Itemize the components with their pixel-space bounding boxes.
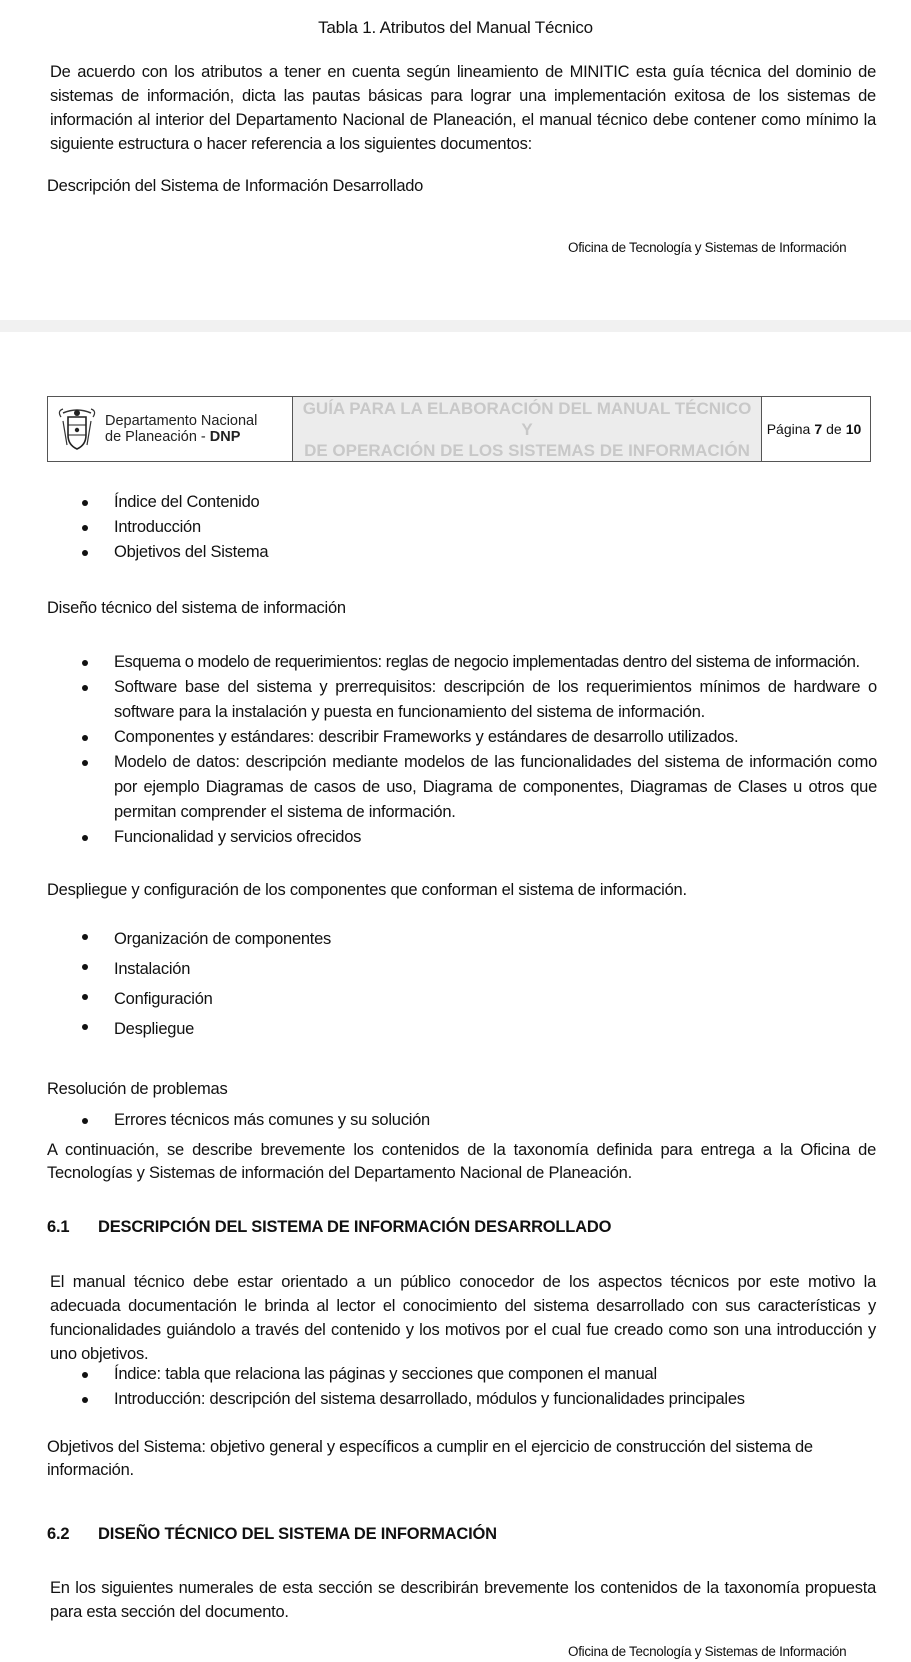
section-title: DISEÑO TÉCNICO DEL SISTEMA DE INFORMACIÓN (98, 1525, 497, 1543)
list-item: Instalación (47, 954, 877, 984)
list-item: Índice del Contenido (47, 490, 877, 515)
page-separator (0, 320, 911, 332)
institution-name (105, 413, 257, 445)
document-title-line2: DE OPERACIÓN DE LOS SISTEMAS DE INFORMACIÓN (304, 440, 750, 460)
page-number (762, 397, 870, 461)
section-label-description: Descripción del Sistema de Información Desarrollado (47, 177, 424, 195)
list-item: Introducción: descripción del sistema desarrollado, módulos y funcionalidades principales (47, 1387, 877, 1412)
document-title-line1: GUÍA PARA LA ELABORACIÓN DEL MANUAL TÉCNICO Y (302, 398, 752, 439)
list-item: Índice: tabla que relaciona las páginas y secciones que componen el manual (47, 1362, 877, 1387)
header-logo-cell (48, 397, 293, 461)
list-item: Objetivos del Sistema (47, 540, 877, 565)
list-item: Introducción (47, 515, 877, 540)
table-caption: Tabla 1. Atributos del Manual Técnico (318, 18, 593, 37)
section-heading-6-1 (47, 1218, 611, 1237)
page-current: 7 (814, 421, 823, 437)
institution-name-line1: Departamento Nacional (105, 413, 258, 429)
list-item: Configuración (47, 984, 877, 1014)
bottom-page-footer: Oficina de Tecnología y Sistemas de Información (568, 1644, 847, 1659)
section-heading-6-2 (47, 1525, 497, 1544)
page-prefix: Página (766, 421, 811, 437)
bullet-list-deploy (47, 924, 877, 1044)
page-total: 10 (845, 421, 862, 437)
list-item: Errores técnicos más comunes y su solución (47, 1108, 877, 1133)
objectives-paragraph: Objetivos del Sistema: objetivo general y específicos a cumplir en el ejercicio de construcción del sistema de información. (47, 1438, 813, 1479)
document-header (47, 396, 871, 462)
bullet-list-description (47, 1362, 877, 1412)
list-item: Funcionalidad y servicios ofrecidos (47, 825, 877, 850)
section-number: 6.2 (47, 1525, 70, 1543)
list-item: Organización de componentes (47, 924, 877, 954)
section-6-1-paragraph: El manual técnico debe estar orientado a un público conocedor de los aspectos técnicos por este motivo la adecuada documentación le brinda al lector el conocimiento del sistema desarrollado con sus características y funcionalidades guiándolo a través del contenido y los motivos por el cual fue creado como son una introducción y uno objetivos. (50, 1273, 876, 1363)
section-number: 6.1 (47, 1218, 70, 1236)
previous-page-fragment (0, 0, 911, 320)
list-item: Componentes y estándares: describir Frameworks y estándares de desarrollo utilizados. (47, 725, 877, 750)
page-of: de (826, 421, 842, 437)
intro-paragraph: De acuerdo con los atributos a tener en cuenta según lineamiento de MINITIC esta guía técnica del dominio de sistemas de información, dicta las pautas básicas para lograr una implementación exitosa de los sistemas de información al interior del Departamento Nacional de Planeación, el manual técnico debe contener como mínimo la siguiente estructura o hacer referencia a los siguientes documentos: (50, 63, 876, 153)
bullet-list-contents (47, 490, 877, 565)
top-page-footer: Oficina de Tecnología y Sistemas de Información (568, 240, 847, 255)
list-item: Esquema o modelo de requerimientos: reglas de negocio implementadas dentro del sistema de información. (47, 650, 877, 675)
coat-of-arms-icon (57, 405, 97, 453)
problems-label: Resolución de problemas (47, 1080, 228, 1098)
list-item: Modelo de datos: descripción mediante modelos de las funcionalidades del sistema de información como por ejemplo Diagramas de casos de uso, Diagrama de componentes, Diagramas de Clases u otros que permitan comprender el sistema de información. (47, 750, 877, 825)
bullet-list-design (47, 650, 877, 850)
continuation-paragraph: A continuación, se describe brevemente los contenidos de la taxonomía definida para entrega a la Oficina de Tecnologías y Sistemas de información del Departamento Nacional de Planeación. (47, 1141, 876, 1182)
institution-name-line2 (105, 429, 257, 445)
bullet-list-problems (47, 1108, 877, 1133)
deploy-label: Despliegue y configuración de los componentes que conforman el sistema de información. (47, 881, 687, 899)
document-title (293, 397, 762, 461)
section-6-2-paragraph: En los siguientes numerales de esta sección se describirán brevemente los contenidos de la taxonomía propuesta para esta sección del documento. (50, 1579, 876, 1621)
section-title: DESCRIPCIÓN DEL SISTEMA DE INFORMACIÓN DESARROLLADO (98, 1218, 612, 1236)
list-item: Despliegue (47, 1014, 877, 1044)
list-item: Software base del sistema y prerrequisitos: descripción de los requerimientos mínimos de hardware o software para la instalación y puesta en funcionamiento del sistema de información. (47, 675, 877, 725)
design-label: Diseño técnico del sistema de información (47, 599, 346, 617)
institution-name-line2-text: de Planeación - (105, 429, 210, 445)
institution-abbr: DNP (209, 429, 241, 445)
